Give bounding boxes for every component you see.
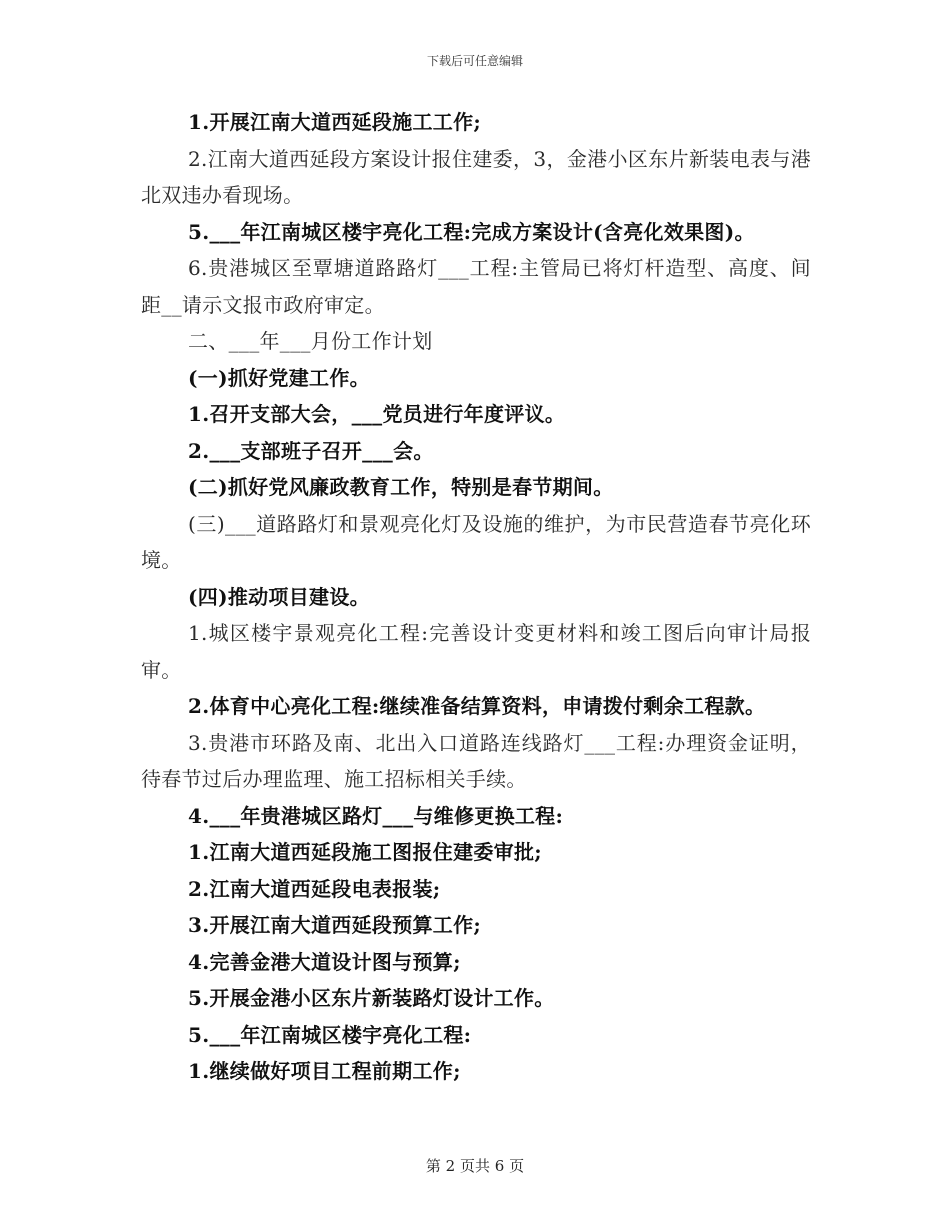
- paragraph-20: 5.开展金港小区东片新装路灯设计工作。: [188, 986, 555, 1010]
- paragraph-15: 4.___年贵港城区路灯___与维修更换工程:: [188, 803, 564, 828]
- paragraph-12: 1.城区楼宇景观亮化工程:完善设计变更材料和竣工图后向审计局报审。: [141, 621, 811, 682]
- paragraph-7: 1.召开支部大会，___党员进行年度评议。: [188, 402, 566, 426]
- paragraph-10: (三)___道路路灯和景观亮化灯及设施的维护，为市民营造春节亮化环境。: [141, 511, 811, 572]
- document-body: [141, 104, 811, 1090]
- paragraph-11: (四)推动项目建设。: [188, 584, 370, 609]
- paragraph-19: 4.完善金港大道设计图与预算;: [188, 949, 461, 974]
- page-header: 下载后可任意编辑: [426, 54, 523, 68]
- paragraph-14: 3.贵港市环路及南、北出入口道路连线路灯___工程:办理资金证明，待春节过后办理监理、施工招标相关手续。: [141, 730, 811, 791]
- paragraph-4: 6.贵港城区至覃塘道路路灯___工程:主管局已将灯杆造型、高度、间距__请示文报市政府审定。: [141, 256, 811, 317]
- paragraph-17: 2.江南大道西延段电表报装;: [188, 876, 441, 901]
- page-footer: 第 2 页共 6 页: [425, 1157, 525, 1175]
- paragraph-16: 1.江南大道西延段施工图报住建委审批;: [188, 840, 542, 864]
- paragraph-5: 二、___年___月份工作计划: [188, 329, 433, 353]
- paragraph-2: 2.江南大道西延段方案设计报住建委，3，金港小区东片新装电表与港北双违办看现场。: [141, 146, 811, 207]
- paragraph-13: 2.体育中心亮化工程:继续准备结算资料，申请拨付剩余工程款。: [188, 694, 766, 718]
- paragraph-22: 1.继续做好项目工程前期工作;: [188, 1059, 461, 1083]
- paragraph-21: 5.___年江南城区楼宇亮化工程:: [188, 1022, 472, 1047]
- paragraph-3: 5.___年江南城区楼宇亮化工程:完成方案设计(含亮化效果图)。: [188, 219, 755, 244]
- paragraph-6: (一)抓好党建工作。: [188, 365, 370, 390]
- paragraph-18: 3.开展江南大道西延段预算工作;: [188, 913, 482, 937]
- paragraph-8: 2.___支部班子召开___会。: [188, 438, 434, 463]
- paragraph-9: (二)抓好党风廉政教育工作，特别是春节期间。: [188, 475, 614, 499]
- paragraph-1: 1.开展江南大道西延段施工工作;: [188, 110, 482, 134]
